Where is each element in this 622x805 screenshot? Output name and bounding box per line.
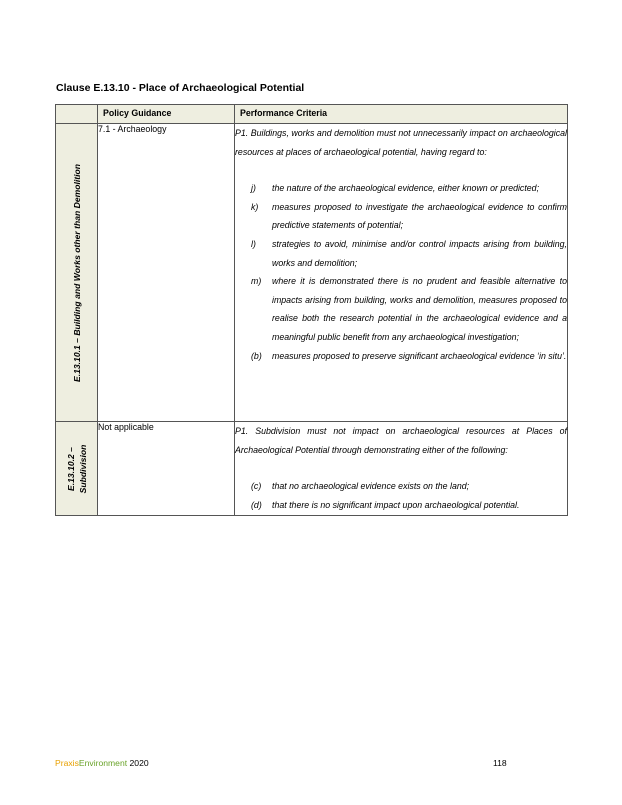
performance-criteria-cell: [235, 124, 568, 422]
side-label-building-works: E.13.10.1 – Building and Works other than Demolition: [71, 163, 82, 382]
clause-title: Clause E.13.10 - Place of Archaeological Potential: [56, 82, 305, 94]
list-item: l) strategies to avoid, minimise and/or control impacts arising from building, works and demolition;: [251, 238, 567, 268]
header-corner-cell: [56, 105, 98, 124]
table-row: [56, 124, 568, 422]
header-policy-guidance: Policy Guidance: [98, 105, 235, 124]
criteria-intro: P1. Buildings, works and demolition must not unnecessarily impact on archaeological resources at places of archaeological potential, having regard to:: [235, 128, 567, 157]
table-header-row: [56, 105, 568, 124]
list-item: (c) that no archaeological evidence exists on the land;: [251, 481, 470, 492]
brand-environment: Environment: [78, 758, 128, 768]
brand-praxis: Praxis: [55, 758, 79, 768]
list-item: j) the nature of the archaeological evidence, either known or predicted;: [251, 183, 540, 194]
clause-table: [55, 104, 568, 516]
criteria-intro: P1. Subdivision must not impact on archaeological resources at Places of Archaeological Potential through demonstrating either of the following:: [235, 426, 567, 455]
row-side-label-cell: [56, 422, 98, 516]
list-item: k) measures proposed to investigate the archaeological evidence to confirm predictive statements of potential;: [251, 201, 567, 231]
footer-year: 2020: [129, 758, 149, 768]
footer-brand: [55, 758, 149, 768]
row-side-label-cell: [56, 124, 98, 422]
page-number: 118: [493, 758, 507, 768]
side-label-subdivision: E.13.10.2 – Subdivision: [65, 444, 88, 493]
policy-guidance-cell: Not applicable: [98, 422, 235, 516]
list-item: (b) measures proposed to preserve significant archaeological evidence ‘in situ’.: [251, 350, 567, 361]
criteria-list: [235, 477, 567, 514]
header-performance-criteria: Performance Criteria: [235, 105, 568, 124]
list-item: m) where it is demonstrated there is no prudent and feasible alternative to impacts arising from building, works and demolition, measures proposed to realise both the research potential in the archaeological evidence and a meaningful public benefit from any archaeological investigation;: [251, 276, 567, 342]
policy-guidance-cell: 7.1 - Archaeology: [98, 124, 235, 422]
list-item: (d) that there is no significant impact upon archaeological potential.: [251, 499, 520, 510]
table-row: [56, 422, 568, 516]
performance-criteria-cell: [235, 422, 568, 516]
criteria-list: [235, 179, 567, 365]
